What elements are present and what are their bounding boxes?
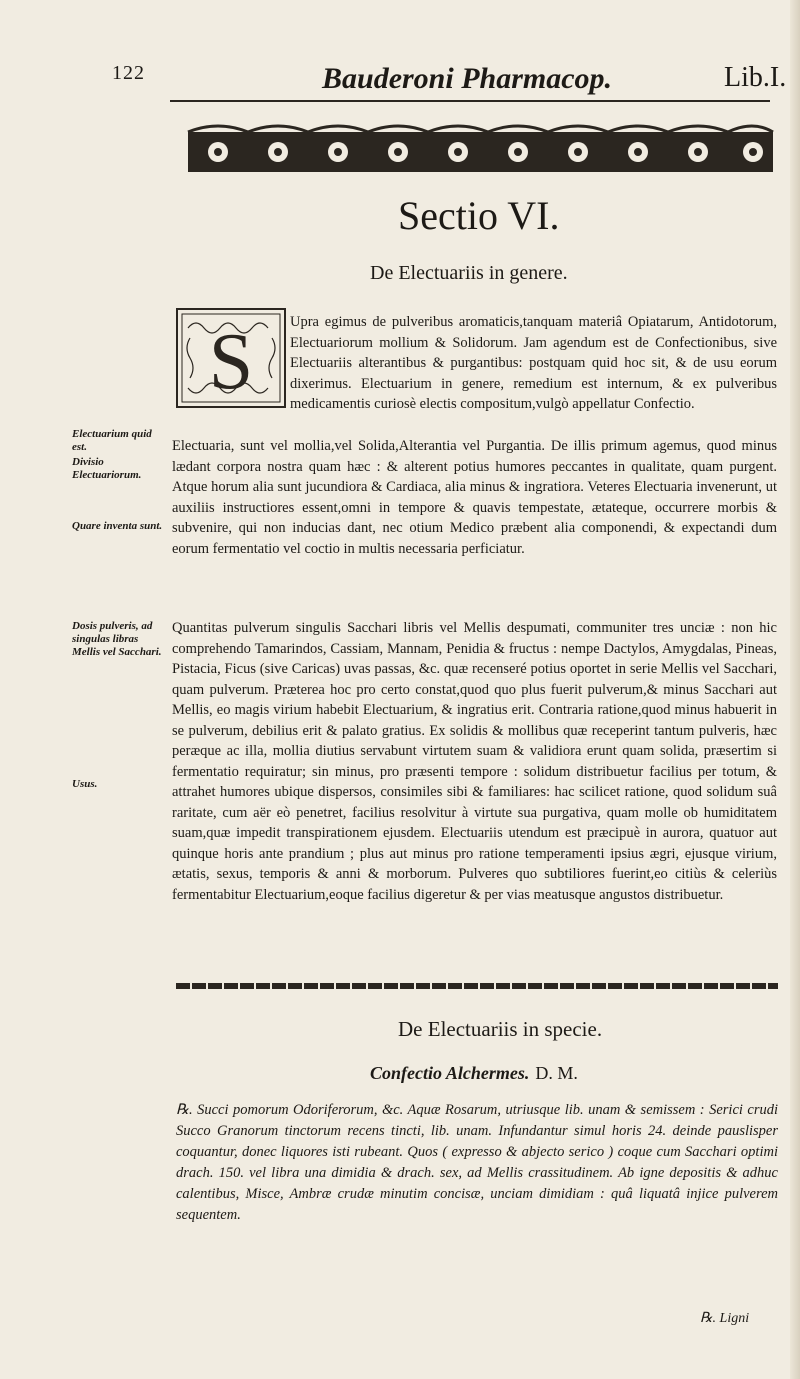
recipe-title	[370, 1063, 578, 1084]
decorated-initial-s	[176, 308, 286, 408]
header-rule	[170, 100, 770, 102]
page-edge-shadow	[790, 0, 800, 1379]
paragraph-divisio	[172, 436, 777, 559]
book-label: Lib.I.	[724, 62, 787, 93]
paragraph-2-text: Quantitas pulverum singulis Sacchari libris vel Mellis despumati, communiter tres unciæ : non hic comprehendo Tamarindos, Cassiam, Mannam, Penidia & fructus : nempe Dactylos, Amygdalas, Pineas, Pistacia, Ficus (sive Caricas) uvas passas, &c. quæ recenseré potius oportet in serie Mellis vel Sacchari, quam pulverum. Præterea hoc pro certo constat,quod quo plus fuerit pulverum,& minus Sacchari aut Mellis, eo magis virium habebit Electuarium, & ingratius erit. Contraria ratione,quod minus habuerit in se pulverum, debilius erit & palato gratius. Ex solidis & mollibus quæ receperint tantum pulveris, hæc peræque ac illa, mollia diutius servabunt virtutem suam & validiora erunt quam solida, præsertim si fermentatio requiratur; sin minus, pro præsenti tempore : solidum distribuetur facilius per totum, & attrahet humores ubique dispersos, consimiles sibi & familiares: hac scilicet ratione, quod solidum suâ raritate, cum aër eò penetret, facilius resolvitur à virtute sua purgativa, quam molle ob humiditatem suam,quæ impedit transpirationem ejusdem. Electuariis utendum est præcipuè in aurora, quatuor aut quinque horis ante prandium ; plus aut minus pro ratione temperamenti ipsius ægri, ejusque virium, ætatis, sexus, temporis & anni & morborum. Pulveres quo subtiliores fuerint,eo citiùs & celeriùs fermentabitur Electuarium,eoque facilius digeretur & per vias meatusque angustos distribuetur.	[172, 620, 777, 903]
margin-note-quare: Quare inventa sunt.	[72, 520, 163, 532]
lead-paragraph	[290, 312, 777, 415]
running-title: Bauderoni Pharmacop.	[322, 62, 613, 95]
paragraph-1-text: Electuaria, sunt vel mollia,vel Solida,Alterantia vel Purgantia. De illis primum agemus, quod minus lædant corpora nostra quam hæc : & alterent potius humores peccantes in qualitate, quam purgent. Atque horum alia sunt jucundiora & Cardiaca, alia minus & ingratiora. Veteres Electuaria invenerunt, ut auxiliis instructiores essent,omni in tempore & quavis tempestate, ætateque, occurrere morbis & subvenire, qui non inducias dant, nec otium Medico præbent alia componendi, & expectandi dum eorum fermentatio vel coctio in multis necessaria perficiatur.	[172, 438, 777, 557]
margin-note-divisio: Divisio Electuariorum.	[72, 456, 142, 481]
page-header	[112, 62, 787, 102]
recipe-author-abbr: D. M.	[535, 1063, 578, 1083]
margin-note-electuarium: Electuarium quid est.	[72, 428, 152, 453]
margin-note-usus: Usus.	[72, 778, 98, 790]
subsection-title: De Electuariis in specie.	[398, 1017, 603, 1041]
lead-text: Upra egimus de pulveribus aromaticis,tanquam materiâ Opiatarum, Antidotorum, Electuariorum mollium & Solidorum. Jam agendum est de Confectionibus, sive Electuariis alterantibus & purgantibus: postquam quid hoc sit, & de usu eorum dixerimus. Electuarium in genere, remedium est internum, & ex pulveribus medicamentis curiosè electis compositum,vulgò appellatur Confectio.	[290, 314, 777, 412]
catchword: ℞. Ligni	[700, 1311, 750, 1326]
recipe-body: ℞. Succi pomorum Odoriferorum, &c. Aquæ Rosarum, utriusque lib. unam & semissem : Serici crudi Succo Granorum tinctorum recens tincti, lib. unam. Infundantur simul horis 24. deinde pauslisper coquantur, donec liquores isti rubeant. Quos ( expresso & abjecto serico ) coque cum Sacchari optimi drach. 150. vel libra una dimidia & drach. sex, ad Mellis crassitudinem. Ab igne depositis & adhuc calentibus, Misce, Ambræ crudæ minutim concisæ, unciam dimidiam : quâ liquatâ injice pulverem sequentem.	[176, 1102, 778, 1223]
page-number: 122	[112, 62, 145, 84]
svg-text:S: S	[208, 318, 254, 406]
headpiece-ornament	[178, 120, 788, 180]
section-subtitle: De Electuariis in genere.	[370, 262, 568, 284]
recipe-name: Confectio Alchermes.	[370, 1063, 530, 1083]
section-divider	[176, 983, 778, 989]
margin-note-dosis: Dosis pulveris, ad singulas libras Mellis vel Sacchari.	[72, 620, 162, 658]
paragraph-dosis	[172, 618, 777, 905]
section-title: Sectio VI.	[398, 193, 560, 238]
